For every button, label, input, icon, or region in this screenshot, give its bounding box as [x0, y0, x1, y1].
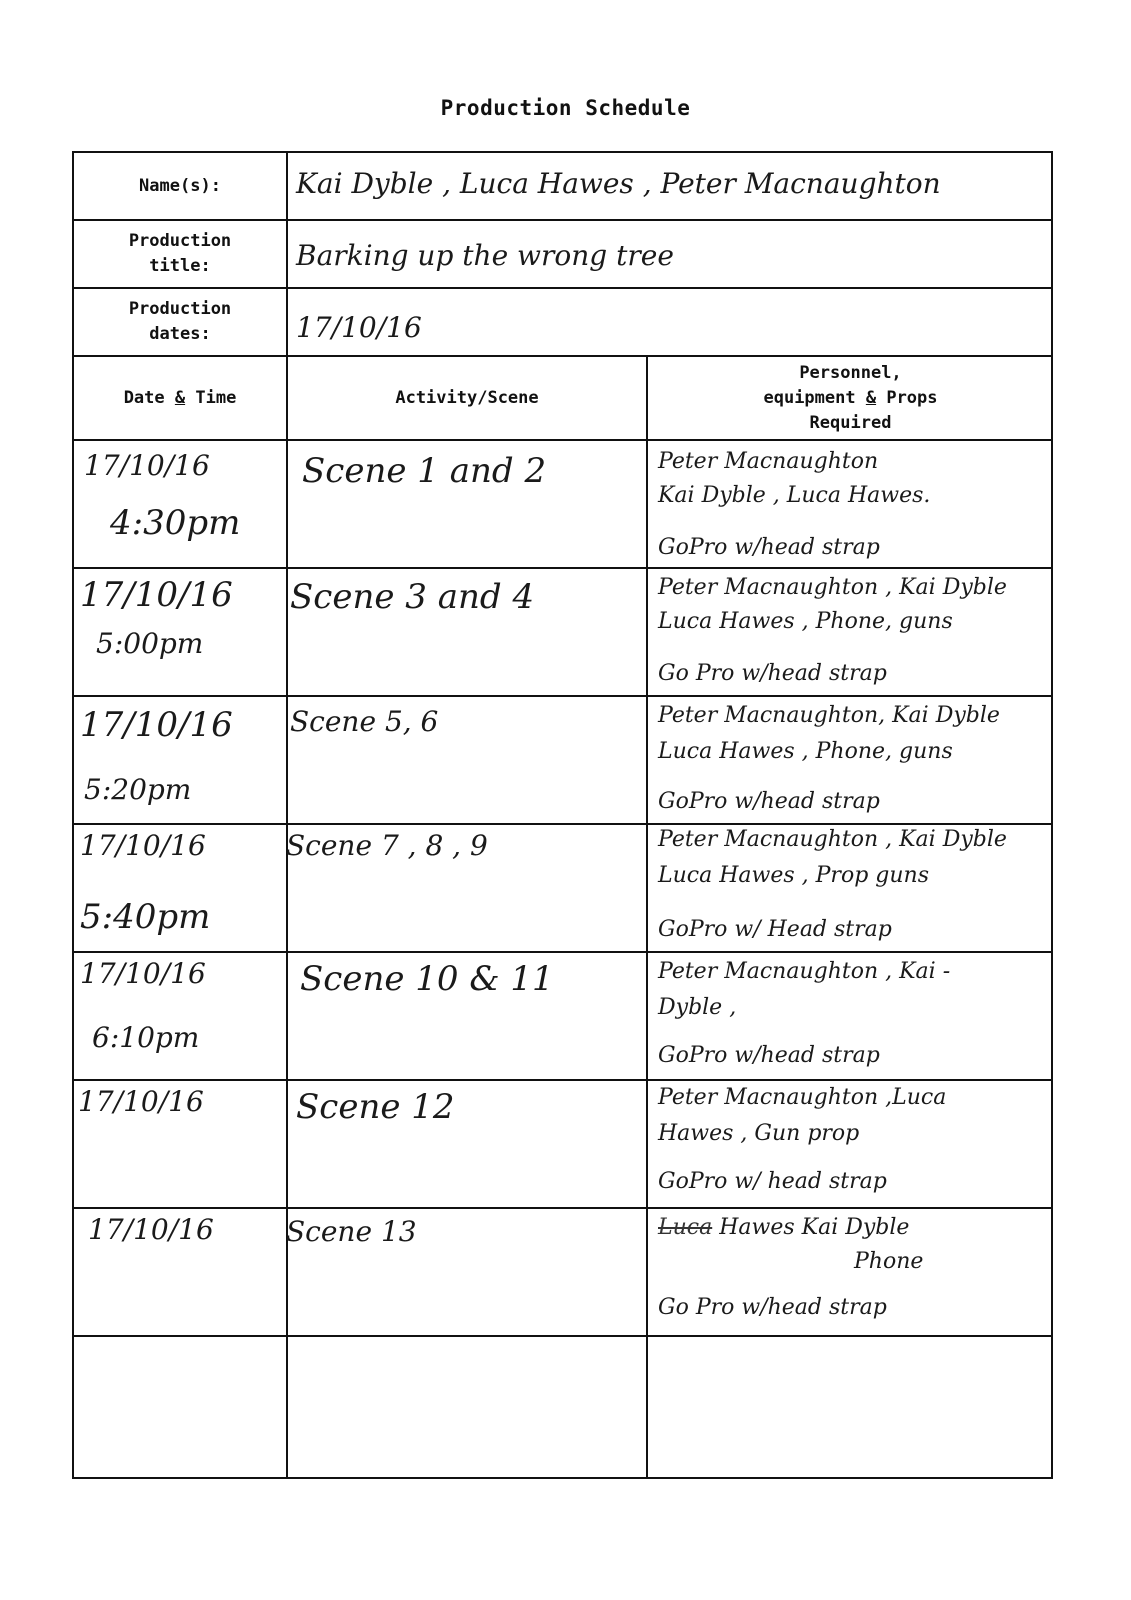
production-title-value: Barking up the wrong tree: [296, 239, 674, 272]
row-personnel-line: Dyble ,: [658, 995, 737, 1020]
row-personnel-line: Peter Macnaughton , Kai Dyble: [658, 575, 1007, 600]
row-personnel-line: GoPro w/ Head strap: [658, 917, 892, 942]
row-personnel-line: Hawes , Gun prop: [658, 1121, 860, 1146]
row-personnel-line: Luca Hawes Kai Dyble: [658, 1215, 910, 1240]
row-date: 17/10/16: [84, 449, 210, 482]
row-personnel-line: GoPro w/ head strap: [658, 1169, 887, 1194]
row-divider: [74, 1335, 1051, 1337]
row-divider: [74, 1079, 1051, 1081]
schedule-table: [72, 151, 1053, 1479]
row-divider: [74, 1207, 1051, 1209]
production-dates-label: Production dates:: [128, 299, 232, 344]
row-personnel-line: Go Pro w/head strap: [658, 1295, 887, 1320]
production-dates-value: 17/10/16: [296, 311, 422, 344]
row-personnel-line: GoPro w/head strap: [658, 1043, 880, 1068]
column-divider: [646, 355, 648, 1479]
row-divider: [74, 951, 1051, 953]
row-divider: [74, 439, 1051, 441]
column-divider: [286, 153, 288, 1479]
row-date: 17/10/16: [80, 829, 206, 862]
row-date: 17/10/16: [88, 1213, 214, 1246]
row-personnel-line: Peter Macnaughton ,Luca: [658, 1085, 947, 1110]
row-personnel-line: Peter Macnaughton, Kai Dyble: [658, 703, 1000, 728]
row-date: 17/10/16: [80, 957, 206, 990]
row-time: 4:30pm: [110, 503, 241, 543]
row-personnel-line: Peter Macnaughton , Kai -: [658, 959, 951, 984]
row-time: 5:20pm: [84, 773, 192, 806]
activity-header: Activity/Scene: [395, 387, 539, 408]
row-personnel-line: Luca Hawes , Prop guns: [658, 863, 929, 888]
personnel-header: Personnel, equipment & Props Required: [763, 362, 938, 433]
row-time: 6:10pm: [92, 1021, 200, 1054]
row-activity: Scene 10 & 11: [300, 959, 554, 999]
row-activity: Scene 3 and 4: [290, 577, 535, 617]
row-personnel-line: Luca Hawes , Phone, guns: [658, 609, 953, 634]
row-divider: [74, 695, 1051, 697]
row-activity: Scene 1 and 2: [302, 451, 547, 491]
row-personnel-line: Peter Macnaughton , Kai Dyble: [658, 827, 1007, 852]
row-date: 17/10/16: [80, 575, 233, 615]
row-divider: [74, 567, 1051, 569]
row-activity: Scene 5, 6: [290, 705, 439, 738]
row-activity: Scene 13: [286, 1215, 417, 1248]
names-label: Name(s):: [139, 175, 221, 196]
row-date: 17/10/16: [80, 705, 233, 745]
row-personnel-line: Go Pro w/head strap: [658, 661, 887, 686]
row-time: 5:00pm: [96, 627, 204, 660]
row-personnel-line: GoPro w/head strap: [658, 789, 880, 814]
row-date: 17/10/16: [78, 1085, 204, 1118]
row-personnel-line: Peter Macnaughton: [658, 449, 879, 474]
row-personnel-line: Phone: [854, 1249, 924, 1274]
row-personnel-line: Luca Hawes , Phone, guns: [658, 739, 953, 764]
struck-name: Luca: [658, 1215, 713, 1240]
names-value: Kai Dyble , Luca Hawes , Peter Macnaughton: [296, 167, 941, 200]
row-time: 5:40pm: [80, 897, 211, 937]
row-activity: Scene 12: [296, 1087, 455, 1127]
row-personnel-line: GoPro w/head strap: [658, 535, 880, 560]
row-activity: Scene 7 , 8 , 9: [286, 829, 488, 862]
page-title: Production Schedule: [440, 96, 691, 120]
date-time-header: Date & Time: [123, 387, 237, 408]
row-personnel-line: Kai Dyble , Luca Hawes.: [658, 483, 931, 508]
production-title-label: Production title:: [128, 231, 232, 276]
